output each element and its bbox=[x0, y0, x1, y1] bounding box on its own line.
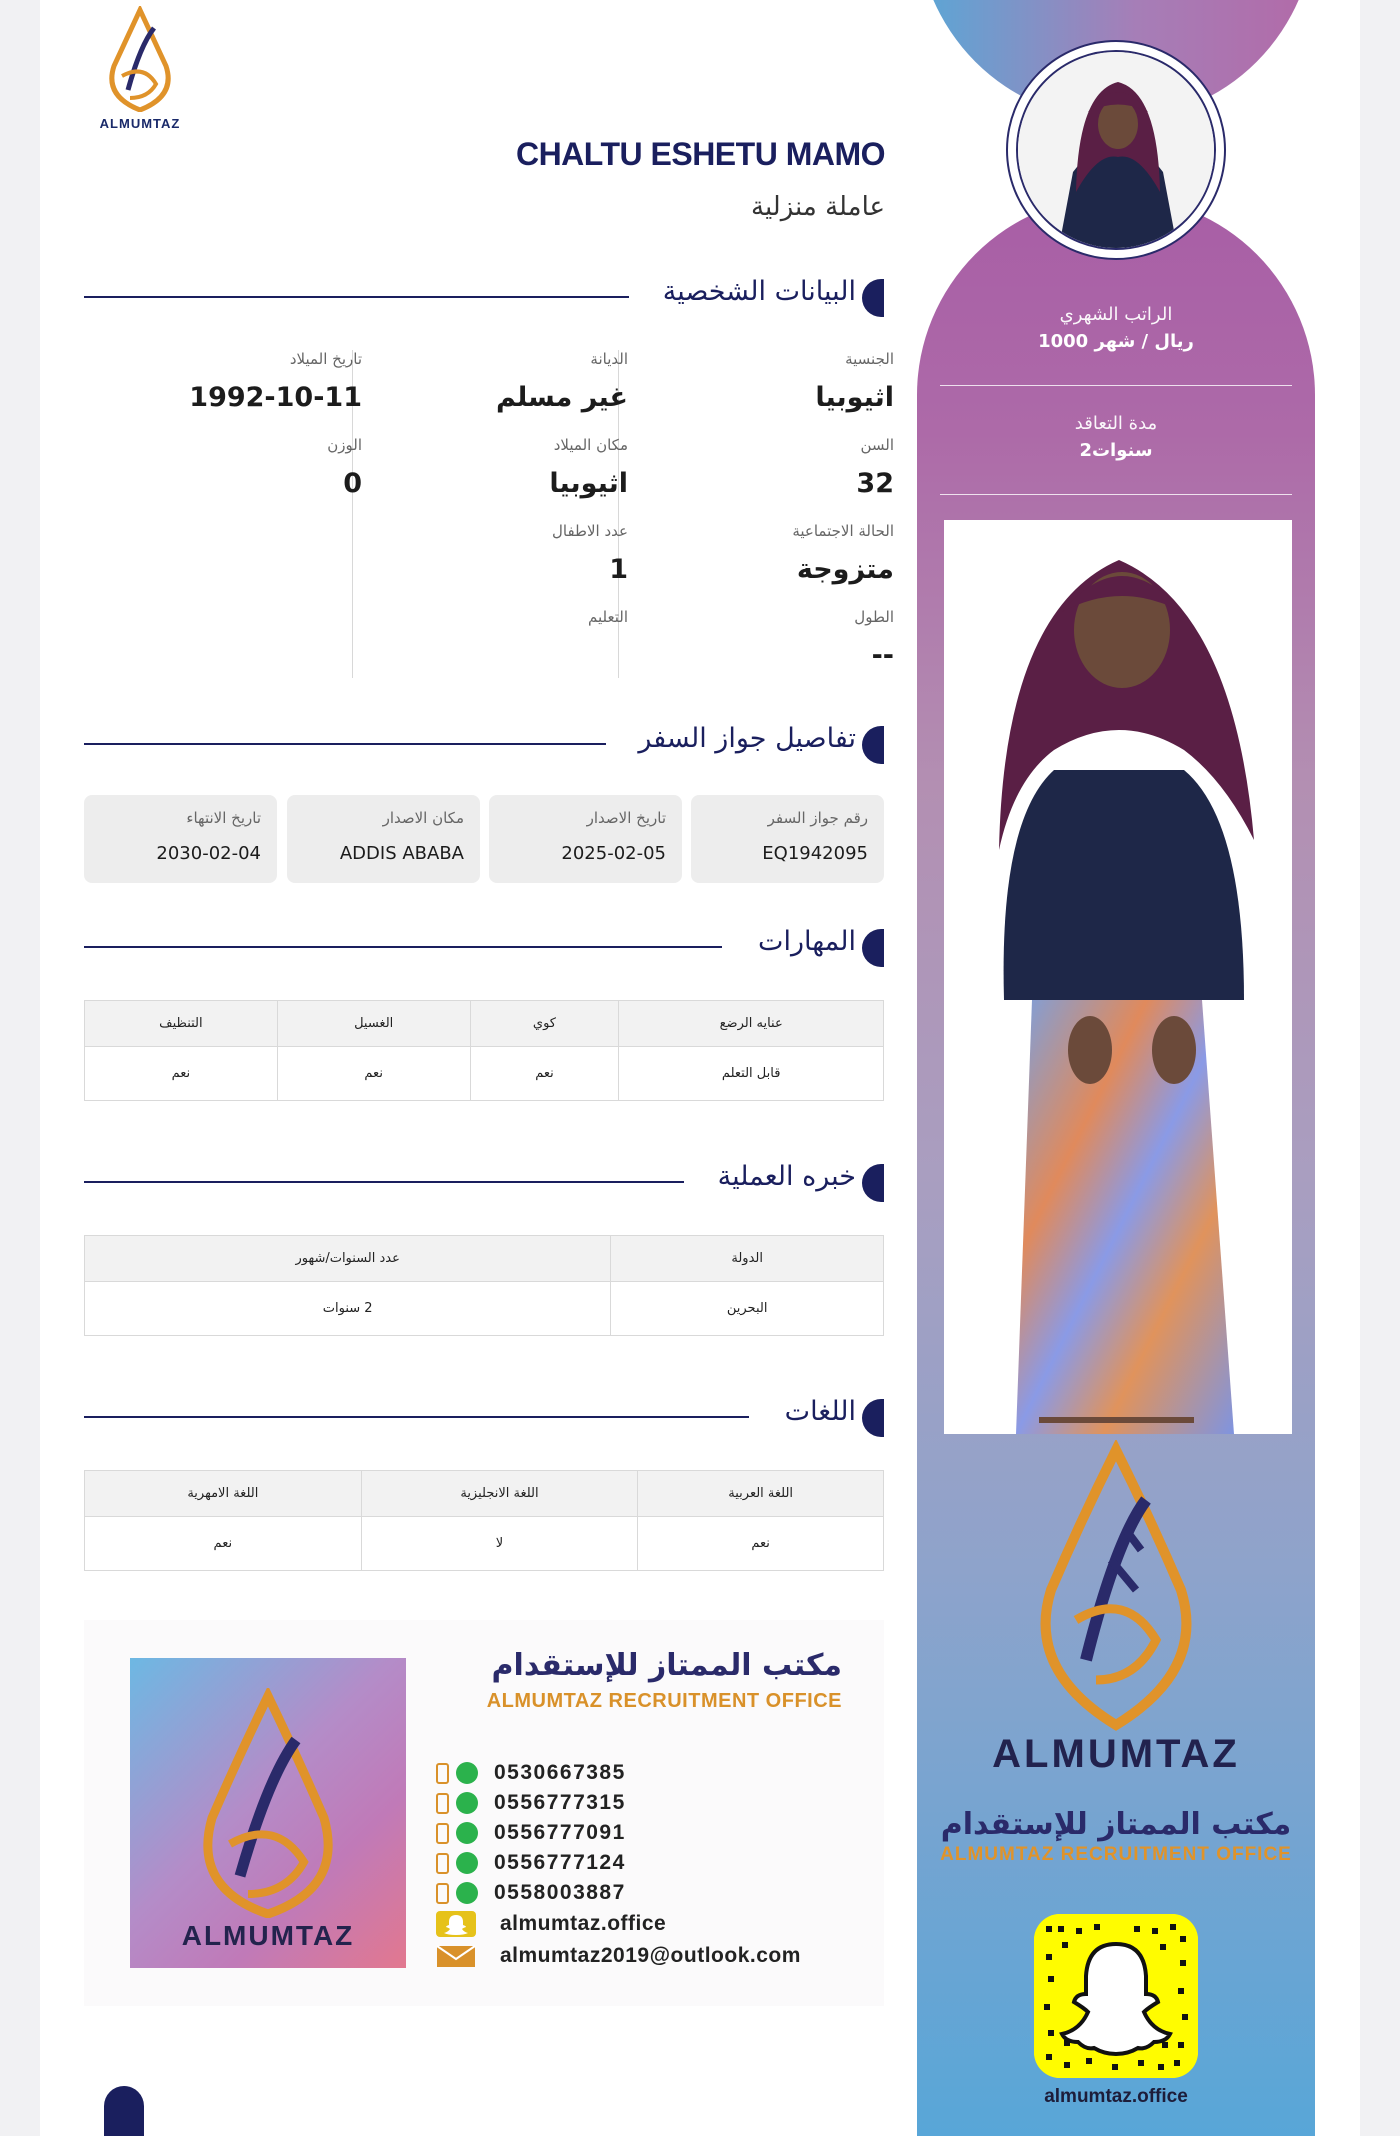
contract-value: 2سنوات bbox=[1079, 440, 1153, 461]
section-marker-icon bbox=[862, 929, 884, 967]
table-cell: نعم bbox=[85, 1517, 362, 1571]
whatsapp-icon bbox=[456, 1852, 478, 1874]
table-cell: قابل التعلم bbox=[619, 1047, 884, 1101]
table-row bbox=[85, 1047, 884, 1101]
field-religion bbox=[374, 350, 628, 413]
table-header-cell: التنظيف bbox=[85, 1001, 278, 1047]
section-rule bbox=[84, 743, 606, 745]
field-value: 1992-10-11 bbox=[189, 382, 362, 413]
table-header-cell: عنايه الرضع bbox=[619, 1001, 884, 1047]
table-header-cell: اللغة الانجليزية bbox=[361, 1471, 638, 1517]
table-cell: نعم bbox=[85, 1047, 278, 1101]
table-cell: نعم bbox=[277, 1047, 470, 1101]
field-weight bbox=[100, 436, 362, 499]
table-cell: نعم bbox=[470, 1047, 619, 1101]
field-education bbox=[374, 608, 628, 640]
field-value: اثيوبيا bbox=[549, 468, 628, 499]
field-value: 32 bbox=[856, 468, 894, 499]
field-label: السن bbox=[860, 436, 894, 454]
section-rule bbox=[84, 296, 629, 298]
field-value: متزوجة bbox=[796, 554, 894, 585]
table-row bbox=[85, 1517, 884, 1571]
snapchat-handle: almumtaz.office bbox=[1044, 2086, 1188, 2107]
field-value: غير مسلم bbox=[495, 382, 628, 413]
salary-label: الراتب الشهري bbox=[1059, 304, 1173, 325]
section-passport-header bbox=[84, 723, 884, 763]
table-header-cell: كوي bbox=[470, 1001, 619, 1047]
section-personal-header bbox=[84, 276, 884, 316]
field-marital-status bbox=[640, 522, 894, 585]
section-marker-icon bbox=[862, 726, 884, 764]
divider bbox=[940, 494, 1292, 495]
phone-number: 0558003887 bbox=[494, 1881, 626, 1904]
section-experience-header bbox=[84, 1161, 884, 1201]
mobile-phone-icon bbox=[436, 1763, 449, 1784]
phone-number: 0556777124 bbox=[494, 1851, 626, 1874]
phone-number: 0530667385 bbox=[494, 1761, 626, 1784]
whatsapp-icon bbox=[456, 1882, 478, 1904]
table-cell: البحرين bbox=[611, 1282, 884, 1336]
section-marker-icon bbox=[104, 2086, 144, 2136]
section-marker-icon bbox=[862, 279, 884, 317]
full-body-photo bbox=[944, 520, 1292, 1434]
phone-number: 0556777315 bbox=[494, 1791, 626, 1814]
candidate-name: CHALTU ESHETU MAMO bbox=[515, 136, 885, 172]
section-marker-icon bbox=[862, 1164, 884, 1202]
cv-page bbox=[40, 0, 1360, 2136]
card-label: تاريخ الانتهاء bbox=[186, 809, 261, 827]
section-languages-header bbox=[84, 1396, 884, 1436]
section-title: اللغات bbox=[784, 1396, 856, 1427]
field-label: التعليم bbox=[588, 608, 628, 626]
field-value: -- bbox=[871, 640, 894, 671]
whatsapp-icon bbox=[456, 1792, 478, 1814]
field-label: مكان الميلاد bbox=[553, 436, 628, 454]
card-value: 2030-02-04 bbox=[156, 843, 261, 864]
card-label: رقم جواز السفر bbox=[767, 809, 868, 827]
calligraphy-logo-icon bbox=[100, 6, 180, 112]
mobile-phone-icon bbox=[436, 1883, 449, 1904]
sidebar-logo bbox=[917, 1440, 1315, 1866]
passport-issue-place-card bbox=[287, 795, 480, 883]
whatsapp-icon bbox=[456, 1822, 478, 1844]
table-cell: نعم bbox=[638, 1517, 884, 1571]
card-label: تاريخ الاصدار bbox=[586, 809, 666, 827]
experience-table bbox=[84, 1235, 884, 1336]
card-label: مكان الاصدار bbox=[382, 809, 464, 827]
salary-block bbox=[940, 304, 1292, 352]
sidebar-office-en: ALMUMTAZ RECRUITMENT OFFICE bbox=[940, 1844, 1292, 1865]
section-rule bbox=[84, 946, 722, 948]
banner-wordmark: ALMUMTAZ bbox=[181, 1920, 355, 1951]
field-value: 0 bbox=[343, 468, 362, 499]
field-label: عدد الاطفال bbox=[552, 522, 628, 540]
field-age bbox=[640, 436, 894, 499]
field-label: الديانة bbox=[590, 350, 628, 368]
whatsapp-icon bbox=[456, 1762, 478, 1784]
banner-logo bbox=[130, 1658, 406, 1968]
table-row bbox=[85, 1282, 884, 1336]
mobile-phone-icon bbox=[436, 1853, 449, 1874]
passport-expiry-card bbox=[84, 795, 277, 883]
email-address: almumtaz2019@outlook.com bbox=[500, 1944, 801, 1967]
banner-office-ar: مكتب الممتاز للإستقدام bbox=[491, 1648, 842, 1683]
table-header-row bbox=[85, 1236, 884, 1282]
contract-label: مدة التعاقد bbox=[1074, 413, 1158, 434]
section-marker-icon bbox=[862, 1399, 884, 1437]
email-icon bbox=[436, 1943, 476, 1969]
section-rule bbox=[84, 1181, 684, 1183]
field-date-of-birth bbox=[100, 350, 362, 413]
contract-block bbox=[940, 413, 1292, 461]
section-title: خبره العملية bbox=[717, 1161, 856, 1192]
table-header-cell: اللغة العربية bbox=[638, 1471, 884, 1517]
passport-issue-date-card bbox=[489, 795, 682, 883]
section-rule bbox=[84, 1416, 749, 1418]
section-title: تفاصيل جواز السفر bbox=[638, 723, 856, 754]
table-header-cell: عدد السنوات/شهور bbox=[85, 1236, 611, 1282]
snapchat-icon bbox=[436, 1911, 476, 1937]
table-header-row bbox=[85, 1001, 884, 1047]
divider bbox=[940, 385, 1292, 386]
table-header-cell: اللغة الامهرية bbox=[85, 1471, 362, 1517]
table-cell: 2 سنوات bbox=[85, 1282, 611, 1336]
table-header-cell: الدولة bbox=[611, 1236, 884, 1282]
phone-number: 0556777091 bbox=[494, 1821, 626, 1844]
field-label: الحالة الاجتماعية bbox=[792, 522, 894, 540]
field-label: الجنسية bbox=[845, 350, 894, 368]
job-title: عاملة منزلية bbox=[751, 192, 885, 222]
skills-table bbox=[84, 1000, 884, 1101]
field-label: الطول bbox=[854, 608, 894, 626]
table-header-cell: الغسيل bbox=[277, 1001, 470, 1047]
header-wordmark: ALMUMTAZ bbox=[99, 116, 181, 131]
passport-number-card bbox=[691, 795, 884, 883]
banner-office-en: ALMUMTAZ RECRUITMENT OFFICE bbox=[486, 1690, 842, 1712]
card-value: EQ1942095 bbox=[762, 843, 868, 864]
field-value: 1 bbox=[609, 554, 628, 585]
calligraphy-logo-icon bbox=[178, 1688, 358, 1918]
field-value: اثيوبيا bbox=[815, 382, 894, 413]
section-title: المهارات bbox=[758, 926, 856, 957]
field-label: تاريخ الميلاد bbox=[289, 350, 362, 368]
snapchat-handle: almumtaz.office bbox=[500, 1912, 667, 1935]
contact-banner bbox=[84, 1620, 884, 2006]
salary-value: 1000 ريال / شهر bbox=[1038, 331, 1194, 352]
mobile-phone-icon bbox=[436, 1823, 449, 1844]
field-height bbox=[640, 608, 894, 671]
section-skills-header bbox=[84, 926, 884, 966]
section-title: البيانات الشخصية bbox=[662, 276, 856, 307]
calligraphy-logo-icon bbox=[1016, 1440, 1216, 1740]
snapchat-code-icon bbox=[1034, 1914, 1198, 2078]
field-children bbox=[374, 522, 628, 585]
field-label: الوزن bbox=[327, 436, 362, 454]
card-value: 2025-02-05 bbox=[561, 843, 666, 864]
field-birthplace bbox=[374, 436, 628, 499]
field-nationality bbox=[640, 350, 894, 413]
sidebar-office-ar: مكتب الممتاز للإستقدام bbox=[940, 1807, 1292, 1842]
card-value: ADDIS ABABA bbox=[339, 843, 464, 864]
avatar bbox=[1016, 50, 1216, 250]
header-logo bbox=[80, 6, 200, 130]
sidebar-wordmark: ALMUMTAZ bbox=[992, 1732, 1240, 1776]
mobile-phone-icon bbox=[436, 1793, 449, 1814]
languages-table bbox=[84, 1470, 884, 1571]
table-cell: لا bbox=[361, 1517, 638, 1571]
table-header-row bbox=[85, 1471, 884, 1517]
